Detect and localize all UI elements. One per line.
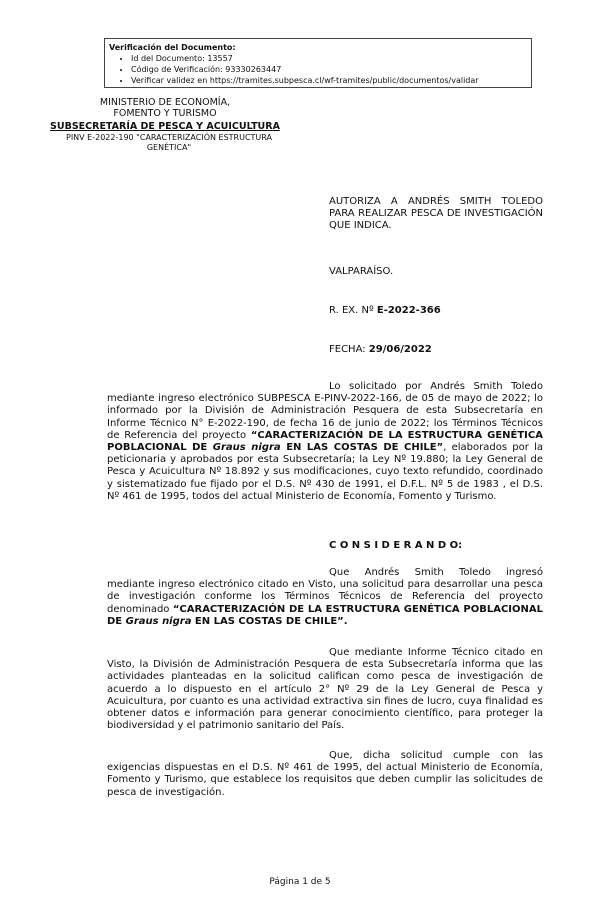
reference-code: PINV E-2022-190 "CARACTERIZACIÓN ESTRUCTURA GENÉTICA" xyxy=(66,133,272,152)
ministry-line-1: MINISTERIO DE ECONOMÍA, xyxy=(99,97,231,108)
place: VALPARAÍSO. xyxy=(329,266,394,277)
verification-box xyxy=(104,38,532,88)
considerando-2: Que mediante Informe Técnico citado en Visto, la División de Administración Pesquera de esta Subsecretaría informa que las actividades planteadas en la solicitud califican como pesca de investigación de acuerdo a lo dispuesto en el artículo 2° Nº 29 de la Ley General de Pesca y Acuicultura, por cuanto es una actividad extractiva sin fines de lucro, cuya finalidad es obtener datos e información para generar conocimiento científico, para proteger la biodiversidad y el patrimonio sanitario del País. xyxy=(107,647,543,732)
considerando-heading: C O N S I D E R A N D O: xyxy=(329,540,463,551)
date-label: FECHA: xyxy=(329,344,369,355)
date-value: 29/06/2022 xyxy=(368,344,432,355)
verification-list xyxy=(109,53,527,86)
considerando-1: Que Andrés Smith Toledo ingresó mediante ingreso electrónico citado en Visto, una solicitud para desarrollar una pesca de investigación conforme los Términos Técnicos de Referencia del proyecto denominado “CARACTERIZACIÓN DE LA ESTRUCTURA GENÉTICA POBLACIONAL DE Graus nigra EN LAS COSTAS DE CHILE”. xyxy=(107,567,543,627)
subsecretaria-heading: SUBSECRETARÍA DE PESCA Y ACUICULTURA xyxy=(50,121,280,132)
resolution-label: R. EX. Nº xyxy=(329,305,377,316)
verification-title: Verificación del Documento: xyxy=(109,43,236,52)
document-id: • Id del Documento: 13557 xyxy=(131,53,527,64)
verification-url[interactable]: • Verificar validez en https://tramites.subpesca.cl/wf-tramites/public/documentos/validar xyxy=(131,75,527,86)
page-number: Página 1 de 5 xyxy=(269,877,331,887)
species-name: Graus nigra xyxy=(212,442,281,454)
species-name: Graus nigra xyxy=(125,615,192,627)
visto-paragraph: Lo solicitado por Andrés Smith Toledo mediante ingreso electrónico SUBPESCA E-PINV-2022-166, de 05 de mayo de 2022; lo informado por la División de Administración Pesquera de esta Subsecretaría en Informe Técnico N° E-2022-190, de fecha 16 de junio de 2022; los Términos Técnicos de Referencia del proyecto “CARACTERIZACIÓN DE LA ESTRUCTURA GENÉTICA POBLACIONAL DE Graus nigra EN LAS COSTAS DE CHILE”, elaborados por la peticionaria y aprobados por esta Subsecretaría; la Ley Nº 19.880; la Ley General de Pesca y Acuicultura Nº 18.892 y sus modificaciones, cuyo texto refundido, coordinado y sistematizado fue fijado por el D.S. Nº 430 de 1991, el D.F.L. Nº 5 de 1983 , el D.S. Nº 461 de 1995, todos del actual Ministerio de Economía, Fomento y Turismo. xyxy=(107,381,543,502)
ministry-line-2: FOMENTO Y TURISMO xyxy=(113,108,217,119)
resolution-number: E-2022-366 xyxy=(376,305,441,316)
ministry-header xyxy=(40,97,290,119)
considerando-3: Que, dicha solicitud cumple con las exigencias dispuestas en el D.S. Nº 461 de 1995, del actual Ministerio de Economía, Fomento y Turismo, que establece los requisitos que deben cumplir las solicitudes de pesca de investigación. xyxy=(107,750,543,798)
date-line xyxy=(329,344,432,355)
document-subject: AUTORIZA A ANDRÉS SMITH TOLEDO PARA REALIZAR PESCA DE INVESTIGACIÓN QUE INDICA. xyxy=(329,196,543,231)
resolution-number-line xyxy=(329,305,441,316)
verification-code: • Código de Verificación: 93330263447 xyxy=(131,64,527,75)
